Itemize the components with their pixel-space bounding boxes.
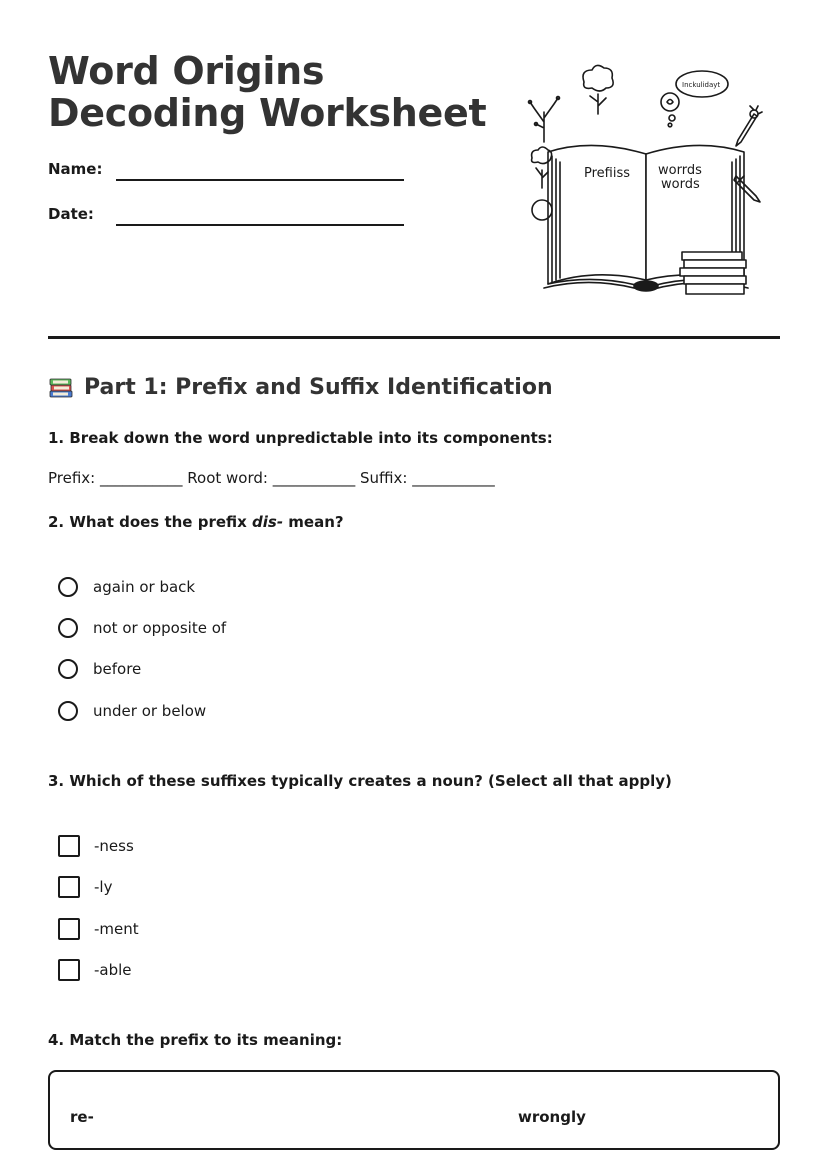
option-label: -able (94, 961, 132, 979)
q2-option[interactable] (58, 616, 226, 640)
question-3: 3. Which of these suffixes typically creates a noun? (Select all that apply) (48, 772, 672, 790)
match-prefix[interactable]: re- (70, 1108, 94, 1126)
option-label: again or back (93, 578, 196, 596)
question-2: 2. What does the prefix dis- mean? (48, 513, 344, 531)
checkbox[interactable] (58, 876, 80, 898)
option-label: under or below (93, 702, 207, 720)
q3-option[interactable] (58, 958, 132, 982)
checkbox[interactable] (58, 959, 80, 981)
q3-option[interactable] (58, 875, 112, 899)
radio-button[interactable] (58, 618, 78, 638)
left-page-text: Prefiiss (584, 166, 631, 181)
bare-tree-icon (529, 97, 560, 143)
checkbox[interactable] (58, 835, 80, 857)
prefix-term: dis- (252, 513, 284, 531)
part1-heading (48, 374, 553, 400)
question-1: 1. Break down the word unpredictable into its components: (48, 429, 553, 447)
name-label: Name: (48, 160, 103, 178)
question-4: 4. Match the prefix to its meaning: (48, 1031, 343, 1049)
q2-option[interactable] (58, 575, 195, 599)
part1-title: Part 1: Prefix and Suffix Identification (84, 374, 553, 400)
option-label: not or opposite of (93, 619, 227, 637)
match-meaning[interactable]: wrongly (518, 1108, 586, 1126)
radio-button[interactable] (58, 577, 78, 597)
matching-box (48, 1070, 780, 1150)
book-stack-icon (680, 252, 746, 294)
right-page-text-1: worrds (658, 163, 702, 178)
q3-option[interactable] (58, 917, 139, 941)
q3-option[interactable] (58, 834, 134, 858)
option-label: -ly (94, 878, 113, 896)
books-icon (48, 374, 74, 400)
name-line[interactable] (116, 179, 404, 181)
date-label: Date: (48, 205, 94, 223)
section-divider (48, 336, 780, 339)
tree-icon (583, 65, 613, 114)
q1-fill-line[interactable]: Prefix: ___________ Root word: ___________ Suffix: ___________ (48, 469, 495, 487)
date-line[interactable] (116, 224, 404, 226)
option-label: -ment (94, 920, 139, 938)
radio-button[interactable] (58, 701, 78, 721)
checkbox[interactable] (58, 918, 80, 940)
thought-bubble-icon (661, 71, 728, 127)
radio-button[interactable] (58, 659, 78, 679)
pencil-icon (736, 106, 762, 146)
worksheet-title: Word Origins Decoding Worksheet (48, 49, 487, 135)
right-page-text-2: words (661, 177, 700, 192)
q2-option[interactable] (58, 699, 206, 723)
q2-option[interactable] (58, 657, 141, 681)
bubble-text: Inckulidayt (682, 81, 721, 89)
option-label: -ness (94, 837, 134, 855)
open-book-illustration (522, 62, 772, 302)
option-label: before (93, 660, 142, 678)
